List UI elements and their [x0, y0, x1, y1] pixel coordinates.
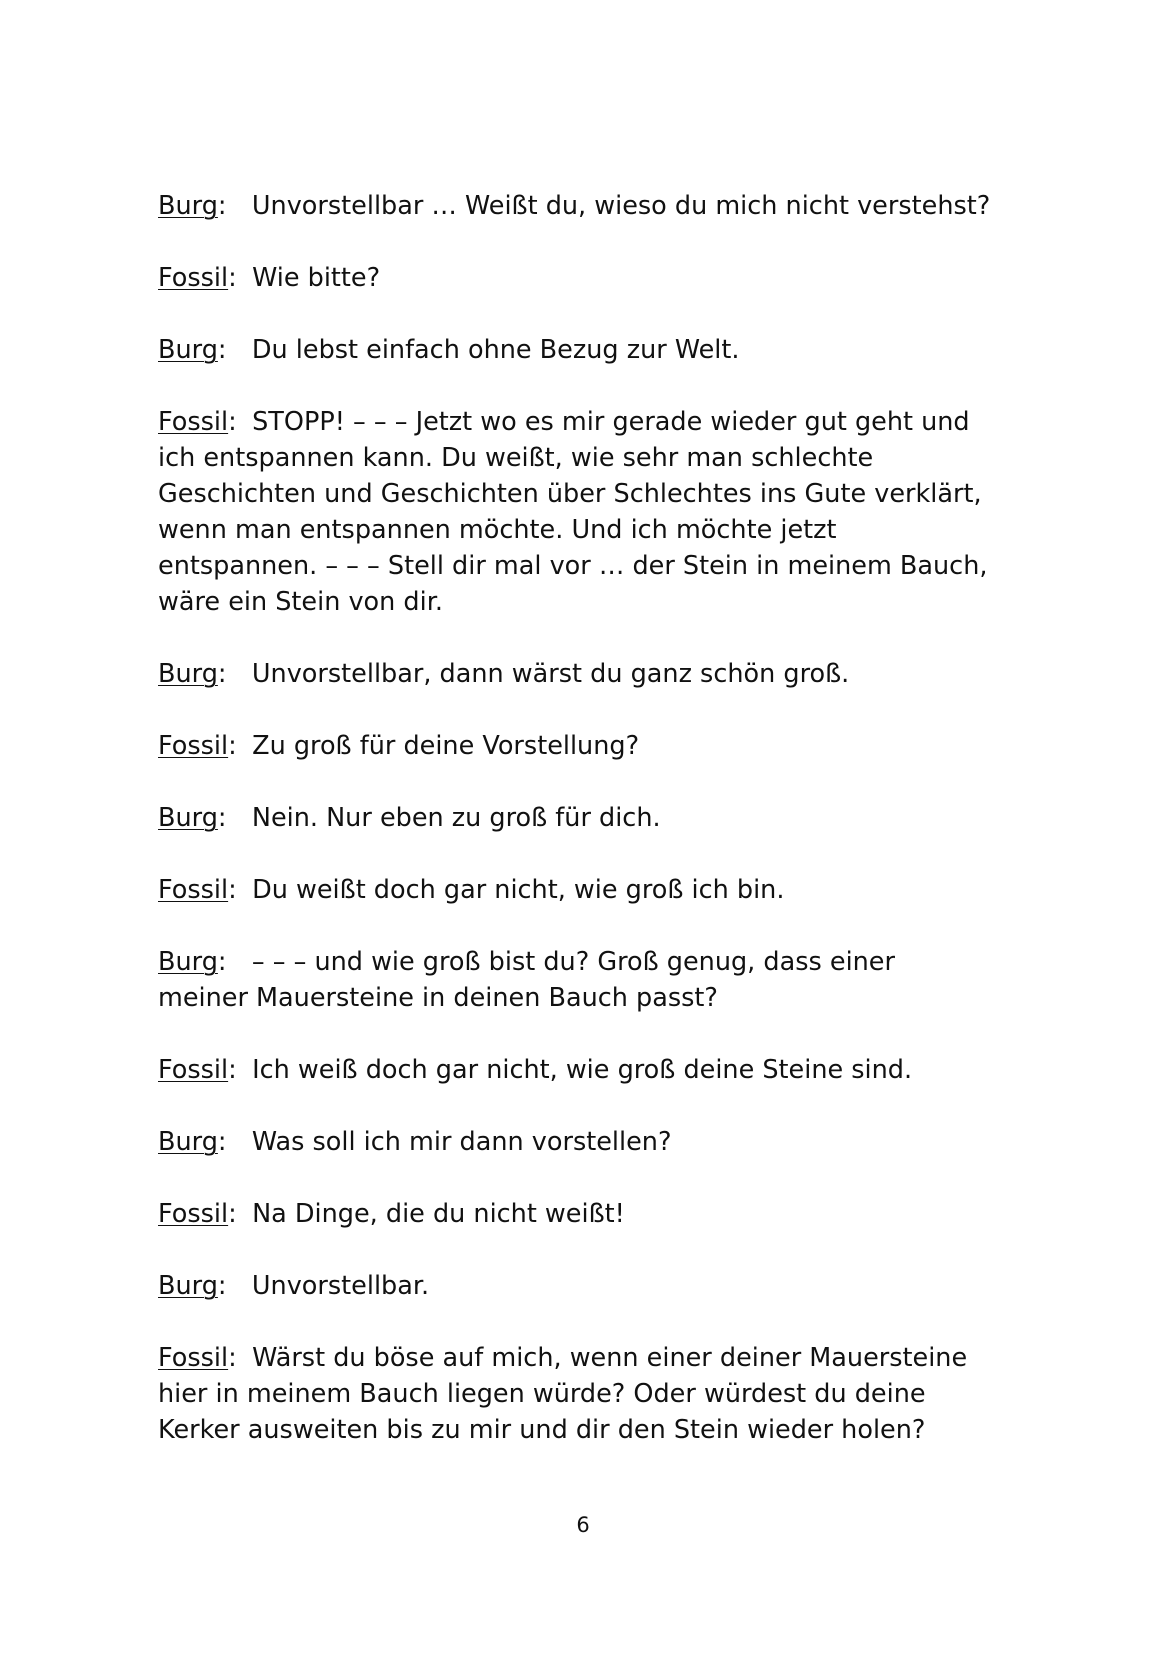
speaker-colon: : — [228, 1055, 237, 1085]
speaker-colon: : — [228, 407, 237, 437]
speaker-name: Burg — [158, 803, 218, 833]
dialogue-line — [158, 332, 1028, 368]
speaker-colon: : — [228, 1343, 237, 1373]
dialogue-text: STOPP! – – – Jetzt wo es mir gerade wieder gut geht und — [252, 407, 970, 437]
speaker-colon: : — [217, 1271, 227, 1301]
dialogue-text: Was soll ich mir dann vorstellen? — [251, 1127, 672, 1157]
speaker-colon: : — [217, 947, 227, 977]
speaker-colon: : — [217, 803, 227, 833]
dialogue-line — [158, 872, 1028, 908]
dialogue-line — [158, 1124, 1028, 1160]
dialogue-text: Unvorstellbar … Weißt du, wieso du mich nicht verstehst? — [251, 191, 991, 221]
dialogue-line — [158, 512, 1028, 548]
dialogue-text: wenn man entspannen möchte. Und ich möchte jetzt — [158, 515, 837, 545]
dialogue-text: entspannen. – – – Stell dir mal vor … der Stein in meinem Bauch, — [158, 551, 988, 581]
dialogue-line — [158, 476, 1028, 512]
dialogue-text: Na Dinge, die du nicht weißt! — [252, 1199, 625, 1229]
dialogue-exchange — [158, 1268, 1028, 1304]
dialogue-exchange — [158, 404, 1028, 620]
speaker-name: Burg — [158, 1127, 218, 1157]
dialogue-line — [158, 548, 1028, 584]
dialogue-text: Du weißt doch gar nicht, wie groß ich bin. — [252, 875, 785, 905]
speaker-name: Fossil — [158, 1199, 229, 1229]
speaker-name: Burg — [158, 947, 218, 977]
speaker-colon: : — [228, 731, 237, 761]
dialogue-line — [158, 1196, 1028, 1232]
dialogue-exchange — [158, 1340, 1028, 1448]
dialogue-text: meiner Mauersteine in deinen Bauch passt? — [158, 983, 718, 1013]
dialogue-line — [158, 1340, 1028, 1376]
dialogue-exchange — [158, 332, 1028, 368]
speaker-colon: : — [217, 1127, 227, 1157]
speaker-name: Fossil — [158, 407, 229, 437]
dialogue-text: Zu groß für deine Vorstellung? — [252, 731, 640, 761]
dialogue-text: Nein. Nur eben zu groß für dich. — [251, 803, 661, 833]
dialogue-line — [158, 944, 1028, 980]
dialogue-exchange — [158, 260, 1028, 296]
dialogue-exchange — [158, 1124, 1028, 1160]
speaker-colon: : — [217, 335, 227, 365]
speaker-name: Fossil — [158, 1343, 229, 1373]
dialogue-exchange — [158, 656, 1028, 692]
dialogue-body — [158, 188, 1028, 1484]
dialogue-exchange — [158, 728, 1028, 764]
speaker-name: Fossil — [158, 1055, 229, 1085]
page-number: 6 — [576, 1513, 590, 1537]
speaker-name: Burg — [158, 659, 218, 689]
dialogue-line — [158, 1412, 1028, 1448]
dialogue-exchange — [158, 800, 1028, 836]
dialogue-text: ich entspannen kann. Du weißt, wie sehr man schlechte — [158, 443, 874, 473]
speaker-name: Fossil — [158, 875, 229, 905]
dialogue-text: Unvorstellbar, dann wärst du ganz schön groß. — [251, 659, 850, 689]
dialogue-exchange — [158, 944, 1028, 1016]
dialogue-line — [158, 260, 1028, 296]
dialogue-text: Du lebst einfach ohne Bezug zur Welt. — [251, 335, 740, 365]
speaker-name: Burg — [158, 335, 218, 365]
speaker-colon: : — [228, 263, 237, 293]
speaker-name: Burg — [158, 191, 218, 221]
dialogue-exchange — [158, 872, 1028, 908]
dialogue-line — [158, 800, 1028, 836]
speaker-colon: : — [217, 191, 227, 221]
dialogue-exchange — [158, 1196, 1028, 1232]
dialogue-line — [158, 584, 1028, 620]
dialogue-line — [158, 188, 1028, 224]
dialogue-text: hier in meinem Bauch liegen würde? Oder würdest du deine — [158, 1379, 926, 1409]
dialogue-text: Unvorstellbar. — [251, 1271, 430, 1301]
dialogue-text: Geschichten und Geschichten über Schlechtes ins Gute verklärt, — [158, 479, 982, 509]
dialogue-text: Ich weiß doch gar nicht, wie groß deine Steine sind. — [252, 1055, 913, 1085]
speaker-colon: : — [228, 875, 237, 905]
dialogue-line — [158, 980, 1028, 1016]
dialogue-line — [158, 440, 1028, 476]
dialogue-line — [158, 1052, 1028, 1088]
dialogue-text: Wie bitte? — [252, 263, 381, 293]
speaker-name: Burg — [158, 1271, 218, 1301]
dialogue-line — [158, 1268, 1028, 1304]
speaker-colon: : — [228, 1199, 237, 1229]
dialogue-text: Wärst du böse auf mich, wenn einer deiner Mauersteine — [252, 1343, 968, 1373]
dialogue-exchange — [158, 188, 1028, 224]
dialogue-line — [158, 404, 1028, 440]
speaker-colon: : — [217, 659, 227, 689]
speaker-name: Fossil — [158, 731, 229, 761]
dialogue-text: wäre ein Stein von dir. — [158, 587, 443, 617]
speaker-name: Fossil — [158, 263, 229, 293]
dialogue-line — [158, 728, 1028, 764]
dialogue-line — [158, 1376, 1028, 1412]
dialogue-text: Kerker ausweiten bis zu mir und dir den Stein wieder holen? — [158, 1415, 926, 1445]
dialogue-exchange — [158, 1052, 1028, 1088]
dialogue-line — [158, 656, 1028, 692]
dialogue-text: – – – und wie groß bist du? Groß genug, dass einer — [251, 947, 895, 977]
